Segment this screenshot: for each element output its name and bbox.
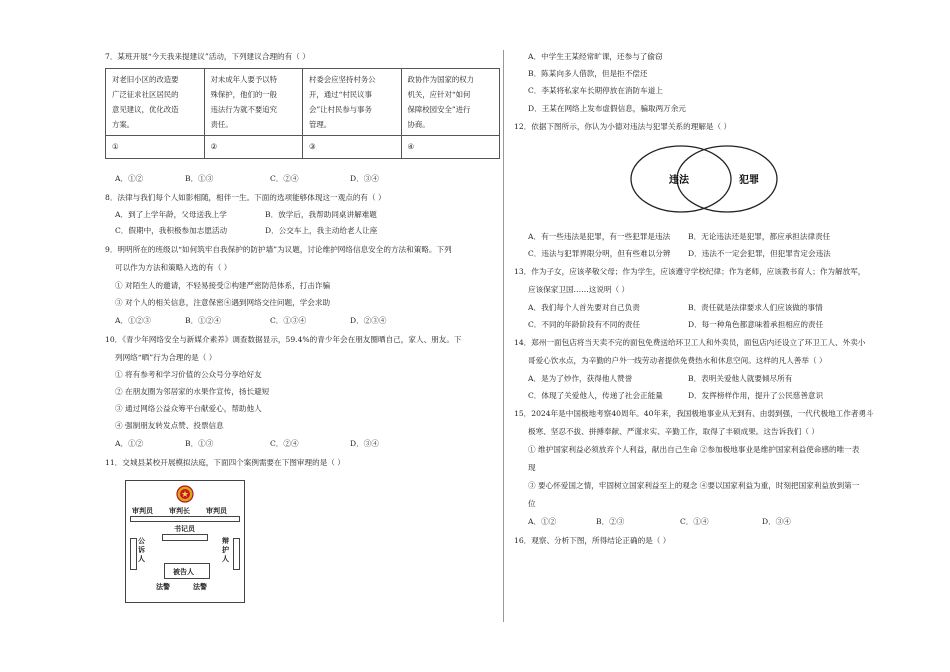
q7-num-2: ② (204, 136, 303, 159)
q14-option-a[interactable]: A．是为了炒作，获得他人赞誉 (528, 374, 633, 383)
q11-stem: 11．交城县某校开展模拟法庭，下面四个案例需要在下图审理的是（ ） (105, 458, 345, 467)
national-emblem-icon (176, 485, 194, 503)
q16-stem: 16．观察、分析下图，所得结论正确的是（ ） (514, 536, 671, 545)
clerk-desk (162, 534, 208, 541)
q15-stem-line2: 极寒、坚忍不拔、拼搏奉献、严谨求实、辛勤工作，取得了丰硕成果。这告诉我们（ ） (528, 427, 819, 436)
q12-options-row2 (528, 249, 831, 259)
q11-option-a[interactable]: A．中学生王某经常旷课，还参与了偷窃 (528, 52, 663, 61)
q10-item-2: ② 在朋友圈为邻居家的水果作宣传，扬长避短 (115, 387, 270, 396)
bailiff-left-label: 法警 (156, 583, 170, 591)
q13-options-row2 (528, 320, 823, 330)
q7-cell-3: 村委会应坚持村务公 开，通过“村民议事 会”让村民参与事务 管理。 (303, 69, 402, 136)
q12-option-a[interactable]: A．有一些违法是犯罪，有一些犯罪是违法 (528, 232, 671, 241)
q9-option-a[interactable]: A．①②③ (115, 316, 151, 325)
prosecutor-label: 公诉人 (138, 537, 145, 563)
q9-options (115, 316, 386, 326)
q11-option-b[interactable]: B．陈某向多人借款，但是拒不偿还 (528, 69, 648, 78)
prosecutor-desk (130, 538, 137, 570)
q14-stem-line2: 哥爱心饮水点，为辛勤的户外一线劳动者提供免费热水和休息空间。这样的凡人善举（ ） (528, 356, 827, 365)
defendant-label: 被告人 (173, 568, 194, 576)
venn-diagram (629, 143, 779, 215)
q7-stem: 7．某班开展“今天我来提建议”活动，下列建议合理的有（ ） (105, 52, 310, 61)
q13-option-a[interactable]: A．我们每个人首先要对自己负责 (528, 303, 640, 312)
q10-option-d[interactable]: D．③④ (350, 439, 379, 448)
q10-item-3: ③ 通过网络公益众筹平台献爱心，帮助他人 (115, 404, 262, 413)
column-divider (503, 50, 504, 622)
q12-options-row1 (528, 232, 830, 242)
q10-option-b[interactable]: B．①③ (185, 439, 214, 448)
q7-option-d[interactable]: D．③④ (350, 174, 379, 183)
q12-option-d[interactable]: D．违法不一定会犯罪，但犯罪肯定会违法 (688, 249, 831, 258)
q8-option-d[interactable]: D．公交车上，我主动给老人让座 (265, 226, 378, 235)
judge-left-label: 审判员 (132, 507, 153, 515)
q14-stem-line1: 14．郑州一面包店将当天卖不完的面包免费送给环卫工人和外卖员，面包店内还设立了环卫工人、外卖小 (514, 338, 866, 347)
q13-stem-line1: 13．作为子女，应该孝敬父母；作为学生，应该遵守学校纪律；作为老师，应该教书育人；作为解放军， (514, 267, 866, 276)
q15-options (528, 517, 791, 527)
q15-option-d[interactable]: D．③④ (762, 517, 791, 526)
q10-option-a[interactable]: A．①② (115, 439, 144, 448)
q14-option-d[interactable]: D．发挥榜样作用，提升了公民慈善意识 (688, 391, 824, 400)
q12-option-c[interactable]: C．违法与犯罪界限分明，但有些难以分辨 (528, 249, 671, 258)
q10-option-c[interactable]: C．②④ (270, 439, 299, 448)
defender-desk (233, 538, 240, 570)
q11-option-d[interactable]: D．王某在网络上发布虚假信息，骗取两万余元 (528, 104, 686, 113)
q13-options-row1 (528, 303, 823, 313)
clerk-label: 书记员 (174, 525, 195, 533)
q13-option-b[interactable]: B．责任就是法律要求人们应该做的事情 (688, 303, 823, 312)
q9-option-b[interactable]: B．①②④ (185, 316, 221, 325)
q15-statement-line1-cont: 现 (528, 463, 536, 472)
q8-option-c[interactable]: C．假期中，我积极参加志愿活动 (115, 226, 228, 235)
q12-stem: 12．依据下图所示，你认为小德对违法与犯罪关系的理解是（ ） (514, 122, 732, 131)
q7-option-b[interactable]: B．①③ (185, 174, 214, 183)
q9-option-c[interactable]: C．①③④ (270, 316, 307, 325)
q7-num-1: ① (106, 136, 205, 159)
q7-num-3: ③ (303, 136, 402, 159)
venn-right-label: 犯罪 (739, 175, 759, 186)
q8-options-row2 (115, 226, 377, 236)
crime-circle (677, 146, 777, 212)
q13-stem-line2: 应该保家卫国……这说明（ ） (528, 285, 630, 294)
q9-stem-line2: 可以作为方法和策略入选的有（ ） (115, 263, 232, 272)
q15-statement-line2: ③ 要心怀爱国之情，牢固树立国家利益至上的观念 ④要以国家利益为重，时刻把国家利益放到第一 (528, 481, 860, 490)
q7-cell-1: 对老旧小区的改造要 广泛征求社区居民的 意见建议，优化改造 方案。 (106, 69, 205, 136)
q7-options (115, 174, 379, 184)
q15-option-c[interactable]: C．①④ (680, 517, 709, 526)
q7-cell-2: 对未成年人要予以特 殊保护，他们的一般 违法行为就不要追究 责任。 (204, 69, 303, 136)
q8-stem: 8．法律与我们每个人如影相随，相伴一生。下面的选项能够体现这一观点的有（ ） (105, 193, 386, 202)
q7-suggestion-table (105, 68, 500, 159)
q13-option-c[interactable]: C．不同的年龄阶段有不同的责任 (528, 320, 641, 329)
q14-option-b[interactable]: B．表明关爱他人就要倾尽所有 (688, 374, 793, 383)
q7-cell-4: 政协作为国家的权力 机关，应针对“如何 保障校园安全”进行 协商。 (401, 69, 500, 136)
q7-num-4: ④ (401, 136, 500, 159)
q7-option-c[interactable]: C．②④ (270, 174, 299, 183)
q11-option-c[interactable]: C．李某将私家车长期停放在消防车道上 (528, 86, 663, 95)
q7-option-a[interactable]: A．①② (115, 174, 144, 183)
mock-court-diagram (125, 480, 245, 603)
q8-option-b[interactable]: B．放学后，我帮助同桌讲解难题 (265, 210, 377, 219)
q9-statement-1: ① 对陌生人的邀请，不轻易接受②构建严密防范体系，打击诈骗 (115, 281, 331, 290)
q15-option-a[interactable]: A．①② (528, 517, 557, 526)
q12-option-b[interactable]: B．无论违法还是犯罪，都应承担法律责任 (688, 232, 831, 241)
q15-statement-line1: ① 维护国家利益必须放弃个人利益，献出自己生命 ②参加极地事业是维护国家利益使命感的唯一表 (528, 445, 860, 454)
judge-right-label: 审判员 (206, 507, 227, 515)
q10-stem-line1: 10．《青少年网络安全与新媒介素养》调查数据显示，59.4%的青少年会在朋友圈晒自己，家人、朋友。下 (105, 335, 462, 344)
venn-left-label: 违法 (669, 175, 689, 186)
q10-stem-line2: 列网络“晒”行为合理的是（ ） (115, 353, 217, 362)
q14-options-row2 (528, 391, 823, 401)
q9-stem-line1: 9．明明所在的班级以“如何筑牢自我保护的防护墙”为议题，讨论维护网络信息安全的方法和策略。下列 (105, 245, 452, 254)
q9-statement-2: ③ 对个人的相关信息，注意保密④遇到网络交往问题，学会求助 (115, 298, 331, 307)
bailiff-right-label: 法警 (193, 583, 207, 591)
q8-options-row1 (115, 210, 377, 220)
chief-judge-label: 审判长 (169, 507, 190, 515)
q10-item-4: ④ 强制朋友转发点赞、投票信息 (115, 421, 224, 430)
q10-item-1: ① 将有参考和学习价值的公众号分享给好友 (115, 370, 262, 379)
q14-options-row1 (528, 374, 792, 384)
q10-options (115, 439, 379, 449)
q9-option-d[interactable]: D．②③④ (350, 316, 387, 325)
q14-option-c[interactable]: C．体现了关爱他人，传递了社会正能量 (528, 391, 663, 400)
judges-bench (130, 516, 240, 522)
q15-statement-line2-cont: 位 (528, 499, 536, 508)
q8-option-a[interactable]: A．到了上学年龄，父母送我上学 (115, 210, 227, 219)
q15-option-b[interactable]: B．②③ (596, 517, 625, 526)
q13-option-d[interactable]: D．每一种角色都意味着承担相应的责任 (688, 320, 824, 329)
q15-stem-line1: 15．2024年是中国极地考察40周年。40年来，我国极地事业从无到有、由弱到强，一代代极地工作者勇斗 (514, 409, 874, 418)
defender-label: 辩护人 (222, 537, 229, 563)
